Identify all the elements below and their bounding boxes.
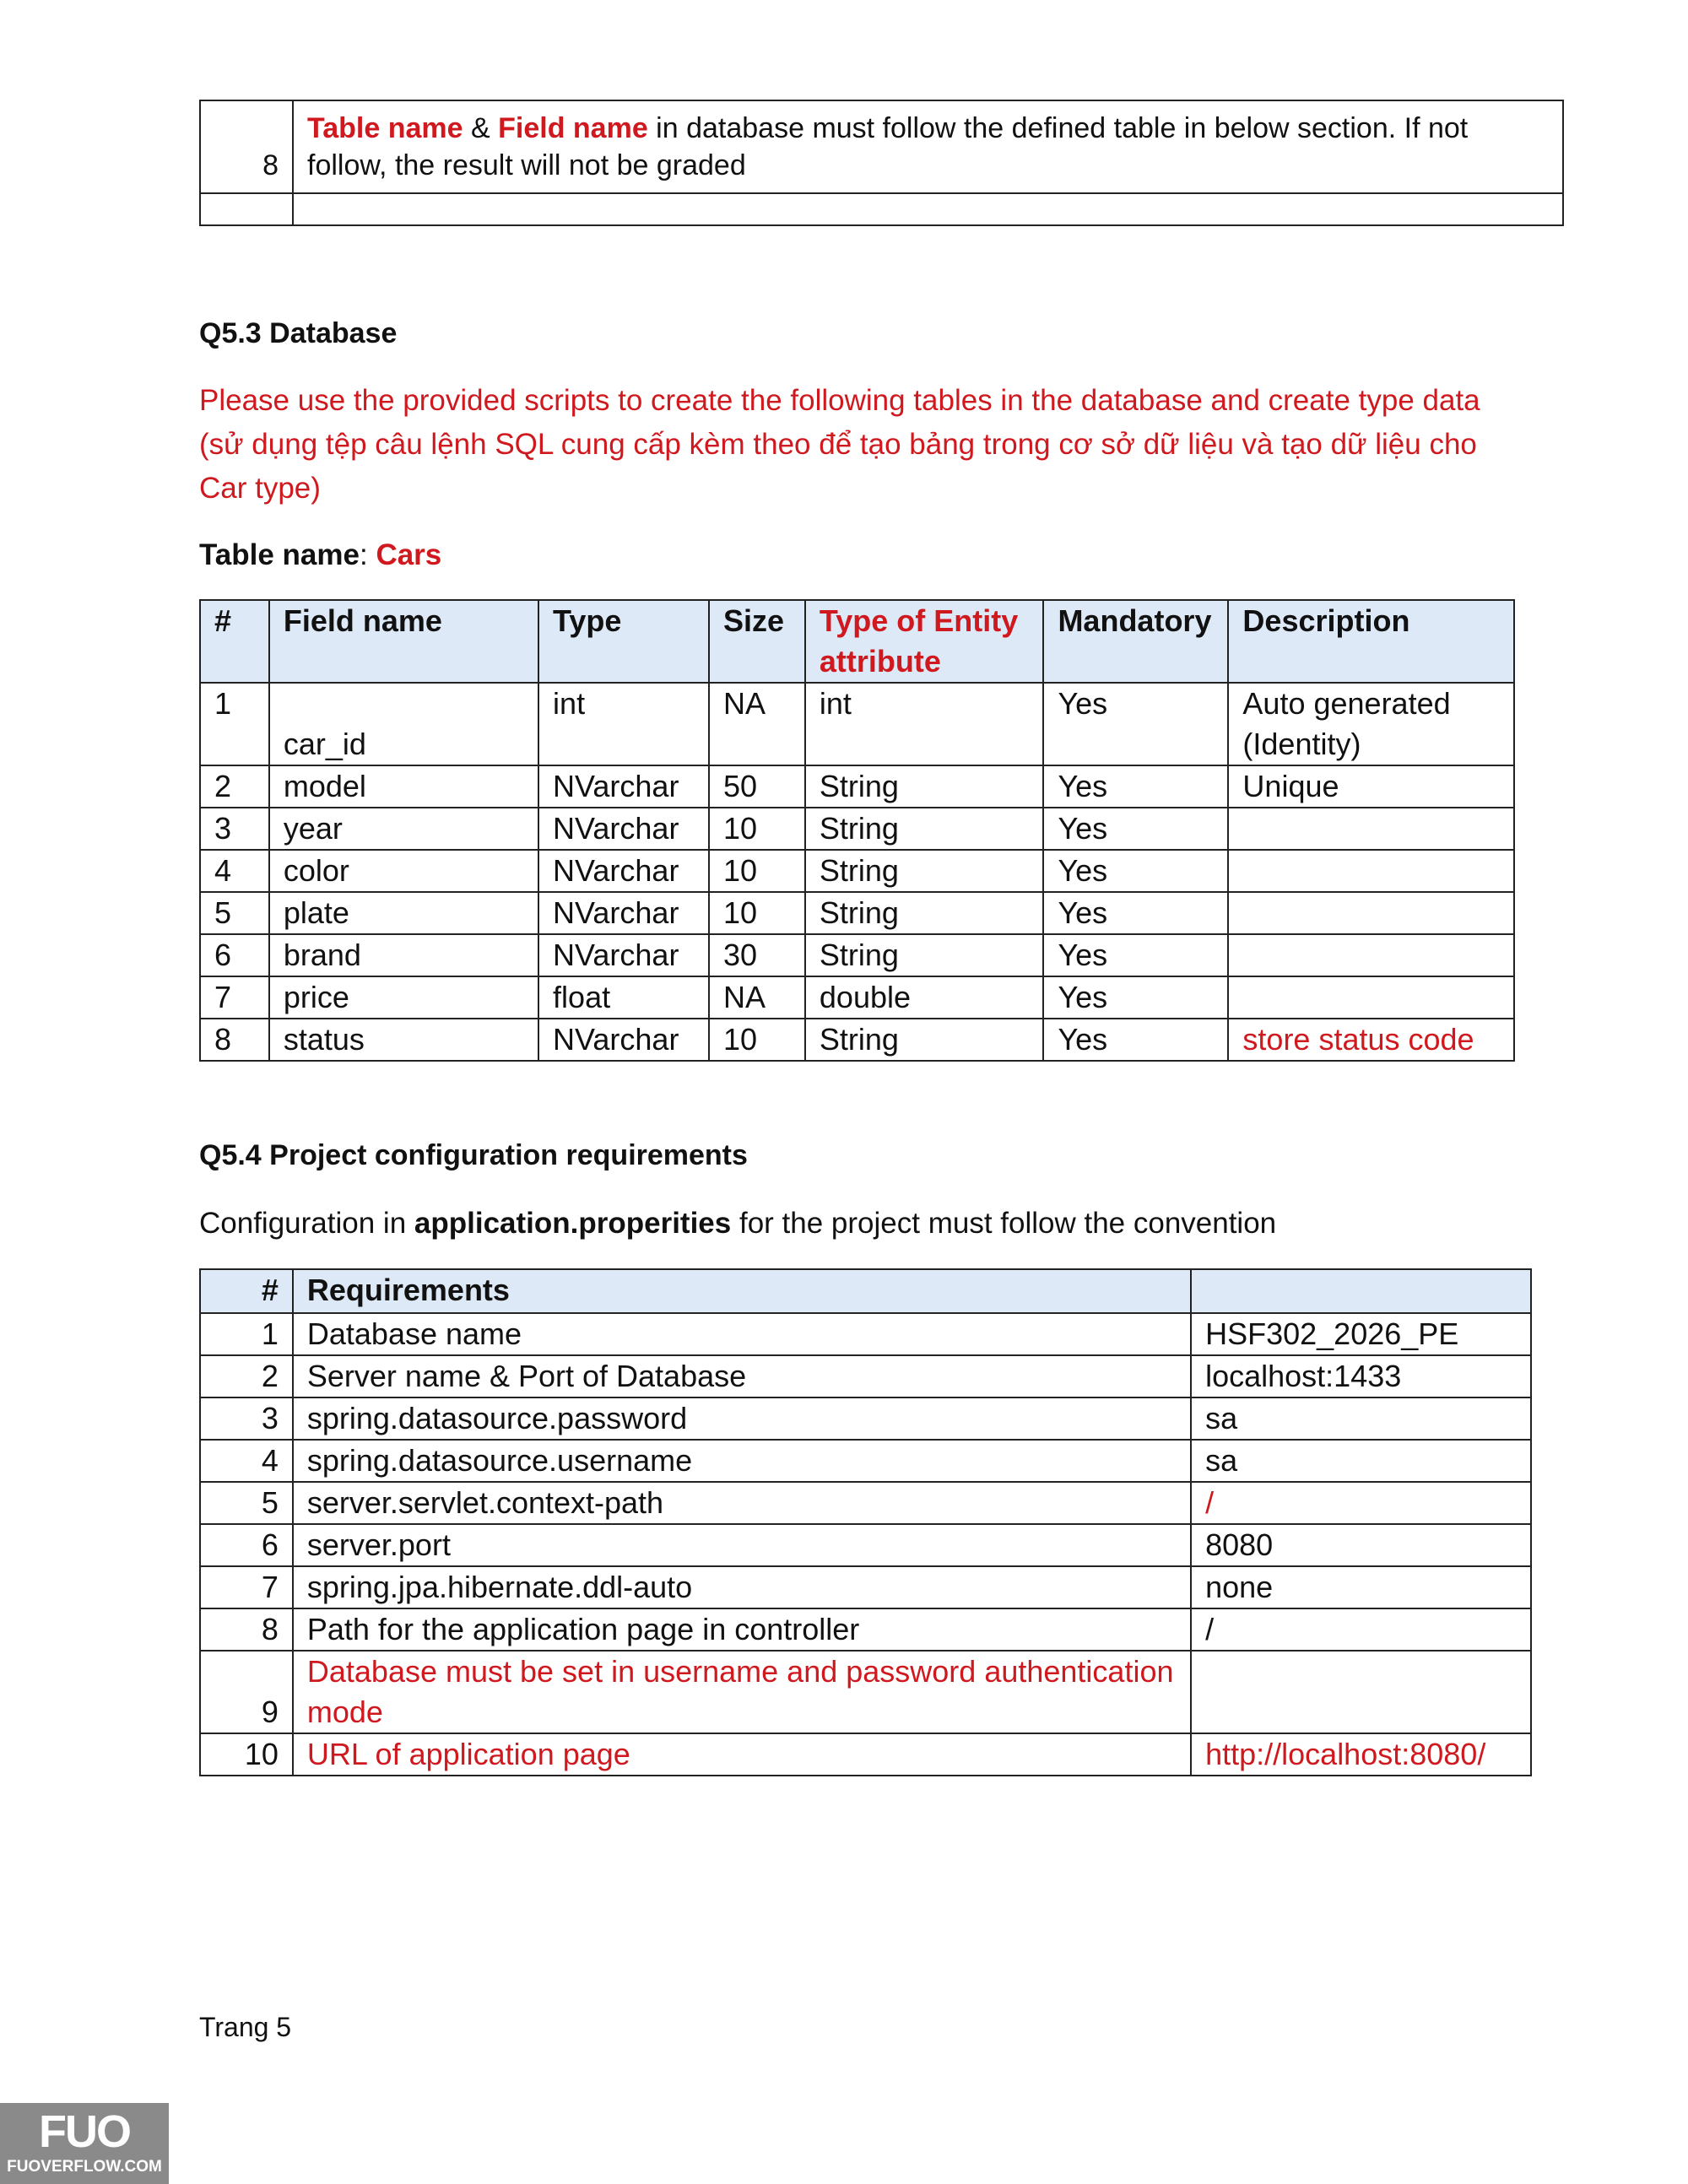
table-row <box>200 1397 1531 1440</box>
cell-number: 4 <box>200 1440 293 1482</box>
col-header-value <box>1191 1269 1531 1313</box>
table-header-row <box>200 600 1514 683</box>
cell-value: localhost:1433 <box>1191 1355 1531 1397</box>
col-header-field-name: Field name <box>269 600 538 683</box>
section-heading-q53: Q5.3 Database <box>199 317 398 349</box>
cell-number: 5 <box>200 892 269 934</box>
cell-mandatory: Yes <box>1043 892 1228 934</box>
cell-value: / <box>1191 1608 1531 1651</box>
table-row <box>200 765 1514 808</box>
watermark-logo <box>0 2103 169 2184</box>
table-row <box>200 850 1514 892</box>
cell-value <box>1191 1651 1531 1733</box>
cell-type: NVarchar <box>538 850 709 892</box>
config-intro-filename: application.properities <box>414 1207 732 1240</box>
table-row <box>200 1440 1531 1482</box>
cell-entity-type: String <box>805 808 1044 850</box>
highlight-field-name: Field name <box>498 112 648 144</box>
cell-mandatory: Yes <box>1043 683 1228 765</box>
cell-value: sa <box>1191 1440 1531 1482</box>
cell-field-name: status <box>269 1019 538 1061</box>
cell-type: float <box>538 976 709 1019</box>
cell-entity-type: String <box>805 765 1044 808</box>
cell-description: Unique <box>1228 765 1514 808</box>
requirement-rest: in database must follow the defined table in below section. If not follow, the result will not be graded <box>307 112 1469 181</box>
cell-size: NA <box>709 683 805 765</box>
cell-requirement: spring.datasource.password <box>293 1397 1191 1440</box>
cell-description: store status code <box>1228 1019 1514 1061</box>
table-row <box>200 976 1514 1019</box>
cell-number: 1 <box>200 683 269 765</box>
cell-mandatory: Yes <box>1043 765 1228 808</box>
cell-mandatory: Yes <box>1043 934 1228 976</box>
table-row <box>200 1019 1514 1061</box>
cell-requirement: server.servlet.context-path <box>293 1482 1191 1524</box>
cell-number: 6 <box>200 934 269 976</box>
table-row <box>200 1651 1531 1733</box>
table-row <box>200 100 1563 193</box>
requirement-text <box>293 100 1563 193</box>
cell-number: 6 <box>200 1524 293 1566</box>
cell-type: NVarchar <box>538 1019 709 1061</box>
highlight-table-name: Table name <box>307 112 463 144</box>
cell-field-name: brand <box>269 934 538 976</box>
cell-description <box>1228 892 1514 934</box>
cell-requirement: server.port <box>293 1524 1191 1566</box>
cell-size: 10 <box>709 808 805 850</box>
cell-field-name: color <box>269 850 538 892</box>
cell-requirement: Path for the application page in controller <box>293 1608 1191 1651</box>
cell-description <box>1228 976 1514 1019</box>
cell-mandatory: Yes <box>1043 1019 1228 1061</box>
cell-value: HSF302_2026_PE <box>1191 1313 1531 1355</box>
cell-number: 3 <box>200 1397 293 1440</box>
cell-size: 10 <box>709 850 805 892</box>
cell-requirement: Database must be set in username and password authentication mode <box>293 1651 1191 1733</box>
col-header-number: # <box>200 1269 293 1313</box>
cell-number: 1 <box>200 1313 293 1355</box>
cell-description <box>1228 850 1514 892</box>
cell-description: Auto generated (Identity) <box>1228 683 1514 765</box>
cell-value: sa <box>1191 1397 1531 1440</box>
table-row <box>200 1355 1531 1397</box>
cell-size: 10 <box>709 892 805 934</box>
cell-number: 8 <box>200 1608 293 1651</box>
cell-value: / <box>1191 1482 1531 1524</box>
cell-requirement: Server name & Port of Database <box>293 1355 1191 1397</box>
cell-value: http://localhost:8080/ <box>1191 1733 1531 1776</box>
cell-field-name: plate <box>269 892 538 934</box>
cell-size: 10 <box>709 1019 805 1061</box>
col-header-requirements: Requirements <box>293 1269 1191 1313</box>
logo-text: FUOVERFLOW.COM <box>7 2158 162 2176</box>
col-header-number: # <box>200 600 269 683</box>
cell-type: NVarchar <box>538 765 709 808</box>
cell-field-name: car_id <box>269 683 538 765</box>
cell-entity-type: String <box>805 850 1044 892</box>
table-row-empty <box>200 193 1563 225</box>
cell-number: 2 <box>200 1355 293 1397</box>
config-intro <box>199 1202 1276 1246</box>
col-header-mandatory: Mandatory <box>1043 600 1228 683</box>
section-heading-q54: Q5.4 Project configuration requirements <box>199 1139 748 1171</box>
cell-type: NVarchar <box>538 808 709 850</box>
cell-number: 4 <box>200 850 269 892</box>
table-name-colon: : <box>359 538 376 571</box>
cell-entity-type: String <box>805 1019 1044 1061</box>
cell-field-name: price <box>269 976 538 1019</box>
table-header-row <box>200 1269 1531 1313</box>
config-table <box>199 1268 1532 1776</box>
table-row <box>200 1566 1531 1608</box>
cell-entity-type: String <box>805 892 1044 934</box>
cell-description <box>1228 934 1514 976</box>
table-row <box>200 1482 1531 1524</box>
cell-description <box>1228 808 1514 850</box>
cell-value: none <box>1191 1566 1531 1608</box>
table-row <box>200 1524 1531 1566</box>
cell-number: 10 <box>200 1733 293 1776</box>
cell-field-name: model <box>269 765 538 808</box>
table-name-line <box>199 533 441 577</box>
cell-number: 2 <box>200 765 269 808</box>
empty-cell <box>293 193 1563 225</box>
logo-mark: FUO <box>39 2106 130 2157</box>
col-header-entity-type: Type of Entity attribute <box>805 600 1044 683</box>
col-header-type: Type <box>538 600 709 683</box>
table-name-value: Cars <box>376 538 442 571</box>
cell-size: NA <box>709 976 805 1019</box>
cell-requirement: spring.jpa.hibernate.ddl-auto <box>293 1566 1191 1608</box>
ampersand: & <box>463 112 499 144</box>
cell-mandatory: Yes <box>1043 850 1228 892</box>
cell-number: 7 <box>200 1566 293 1608</box>
cell-type: NVarchar <box>538 892 709 934</box>
cell-number: 7 <box>200 976 269 1019</box>
cell-mandatory: Yes <box>1043 808 1228 850</box>
cell-type: int <box>538 683 709 765</box>
cell-number: 3 <box>200 808 269 850</box>
empty-cell <box>200 193 293 225</box>
cell-size: 30 <box>709 934 805 976</box>
config-intro-part2: for the project must follow the convention <box>731 1207 1277 1240</box>
cell-requirement: spring.datasource.username <box>293 1440 1191 1482</box>
table-row <box>200 1608 1531 1651</box>
cell-field-name: year <box>269 808 538 850</box>
table-row <box>200 1313 1531 1355</box>
cell-entity-type: String <box>805 934 1044 976</box>
col-header-description: Description <box>1228 600 1514 683</box>
cell-type: NVarchar <box>538 934 709 976</box>
cell-number: 5 <box>200 1482 293 1524</box>
cell-mandatory: Yes <box>1043 976 1228 1019</box>
cell-entity-type: int <box>805 683 1044 765</box>
col-header-size: Size <box>709 600 805 683</box>
table-row <box>200 934 1514 976</box>
cell-number: 8 <box>200 1019 269 1061</box>
cell-size: 50 <box>709 765 805 808</box>
config-intro-part1: Configuration in <box>199 1207 414 1240</box>
cars-table <box>199 599 1515 1062</box>
table-row <box>200 683 1514 765</box>
cell-value: 8080 <box>1191 1524 1531 1566</box>
table-name-label: Table name <box>199 538 360 571</box>
page-footer: Trang 5 <box>199 2012 292 2042</box>
row-number: 8 <box>200 100 293 193</box>
db-instruction: Please use the provided scripts to create the following tables in the database and create type data (sử dụng tệp câu lệnh SQL cung cấp kèm theo để tạo bảng trong cơ sở dữ liệu và tạo dữ liệu cho Car type) <box>199 384 1480 505</box>
requirements-table-continued <box>199 100 1564 226</box>
cell-requirement: Database name <box>293 1313 1191 1355</box>
cell-entity-type: double <box>805 976 1044 1019</box>
cell-requirement: URL of application page <box>293 1733 1191 1776</box>
table-row <box>200 892 1514 934</box>
cell-number: 9 <box>200 1651 293 1733</box>
table-row <box>200 808 1514 850</box>
table-row <box>200 1733 1531 1776</box>
